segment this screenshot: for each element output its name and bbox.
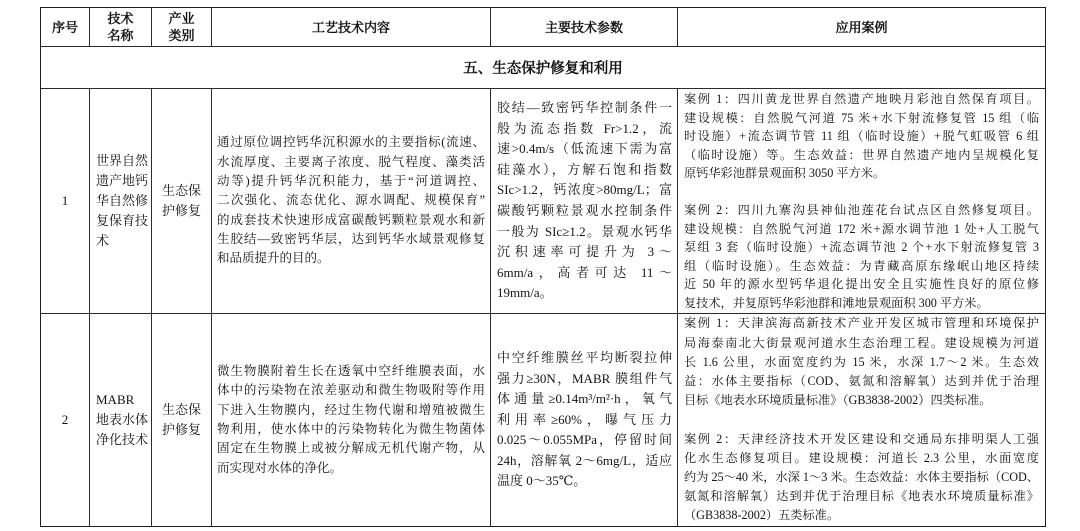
case-line: 时设施）+流态调节管 11 组（临时设施）+脱气虹吸管 6 组	[684, 129, 1039, 143]
tech-name-line: MABR	[96, 392, 135, 407]
param-line: SIc>1.2，钙浓度>80mg/L；富	[497, 182, 672, 198]
param-line: 一般为 SIc≥1.2。景观水钙华	[497, 223, 672, 239]
header-category	[151, 7, 212, 47]
param-line: 利用率≥60%，曝气压力	[497, 411, 672, 427]
section-title: 五、生态保护修复和利用	[463, 61, 623, 77]
case-line: 化水生态修复项目。建设规模：河道长 2.3 公里，水面宽度	[684, 450, 1039, 465]
param-line: 硅藻水），方解石饱和指数	[497, 161, 672, 177]
process-line: 和品质提升的目的。	[217, 251, 330, 266]
param-line: 19mm/a。	[497, 285, 553, 301]
process-line: 动等)提升钙华沉积能力，基于“河道调控、	[217, 174, 485, 189]
header-tech-name	[89, 7, 152, 47]
case-line: 氨氮和溶解氧）达到并优于治理目标《地表水环境质量标准》	[684, 489, 1039, 504]
row-category-cell	[151, 313, 212, 527]
header-category-line: 产业	[168, 11, 195, 26]
row-category-cell	[151, 88, 212, 314]
param-line: 胶结—致密钙华控制条件一	[497, 100, 672, 116]
param-line: 6mm/a，高者可达 11～	[497, 264, 672, 280]
row-seq-cell	[40, 88, 90, 314]
tech-name-line: 净化技术	[96, 432, 149, 447]
category-line: 护修复	[161, 203, 201, 218]
header-seq	[40, 7, 90, 47]
process-line: 物利用，使水体中的污染物转化为微生物菌体	[217, 422, 485, 436]
header-params-label: 主要技术参数	[544, 19, 623, 35]
case-line: 组（临时设施）。生态效益：为青藏高原东缘岷山地区持续	[684, 258, 1039, 273]
tech-name-line: 遗产地钙	[96, 173, 149, 188]
row-params-cell	[490, 313, 678, 527]
process-line: 通过原位调控钙华沉积源水的主要指标(流速、	[217, 135, 485, 150]
process-line: 微生物膜附着生长在透氧中空纤维膜表面，水	[217, 364, 485, 379]
case-line: 原钙华彩池群景观面积 3050 平方米。	[684, 166, 886, 180]
case-line: 近 50 年的源水型钙华退化提出安全且实施性良好的原位修	[684, 277, 1039, 291]
param-line: 中空纤维膜丝平均断裂拉伸	[497, 349, 672, 365]
process-line: 水流厚度、主要离子浓度、脱气程度、藻类活	[217, 154, 485, 169]
header-tech-name-line: 名称	[107, 28, 134, 43]
header-process	[211, 7, 491, 47]
process-line: 二次强化、流态优化、源水调配、规模保育”	[217, 193, 485, 208]
case-line: （GB3838-2002）五类标准。	[684, 508, 840, 523]
process-line: 的成套技术快速形成富碳酸钙颗粒景观水和新	[217, 212, 485, 227]
case-line: 建设规模：自然脱气河道 75 米+水下射流修复管 15 组（临	[684, 110, 1039, 125]
param-line: 速>0.4m/s（低流速下需为富	[497, 141, 672, 157]
header-seq-label: 序号	[51, 19, 78, 35]
row-process-cell	[211, 313, 491, 527]
process-line: 下进入生物膜内，经过生物代谢和增殖被微生	[217, 402, 485, 417]
tech-name-line: 世界自然	[96, 153, 149, 168]
param-line: 般为流态指数 Fr>1.2，流	[497, 120, 672, 136]
case-line: 长 1.6 公里，水面宽度约为 15 米，水深 1.7～2 米。生态效	[684, 354, 1039, 369]
header-process-label: 工艺技术内容	[311, 19, 390, 35]
category-line: 生态保	[161, 402, 201, 417]
param-line: 温度 0～35℃。	[497, 473, 587, 489]
section-row	[40, 46, 1046, 89]
case-line: 案例 1：天津滨海高新技术产业开发区城市管理和环境保护	[684, 316, 1039, 331]
case-line: （临时设施）等。生态效益：世界自然遗产地内呈规模化复	[684, 147, 1039, 162]
process-line: 生胶结—致密钙华层，达到钙华水域景观修复	[217, 231, 485, 246]
case-paragraph	[684, 90, 1039, 183]
tech-name-line: 华自然修	[96, 193, 149, 208]
row-seq: 2	[61, 412, 69, 427]
technology-table	[40, 7, 1046, 527]
param-line: 24h，溶解氧 2～6mg/L，适应	[497, 452, 672, 468]
case-line: 案例 2：四川九寨沟县神仙池莲花台试点区自然修复项目。	[684, 203, 1039, 217]
param-line: 碳酸钙颗粒景观水控制条件	[497, 203, 672, 218]
case-line: 益：水体主要指标（COD、氨氮和溶解氧）达到并优于治理	[684, 374, 1039, 388]
row-tech-name-cell	[89, 88, 152, 314]
row-cases-cell	[677, 313, 1046, 527]
tech-name-line: 地表水体	[96, 412, 149, 427]
case-paragraph	[684, 314, 1039, 410]
case-line: 泵组 3 套（临时设施）+流态调节池 2 个+水下射流修复管 3	[684, 240, 1039, 254]
param-line: 体通量≥0.14m³/m²·h，氧气	[497, 391, 672, 407]
param-line: 沉积速率可提升为 3～	[497, 244, 672, 260]
case-line: 约为 25～40 米，水深 1～3 米。生态效益：水体主要指标（COD、	[684, 470, 1039, 484]
header-cases	[677, 7, 1046, 47]
case-line: 建设规模：自然脱气河道 172 米+源水调节池 1 处+人工脱气	[684, 221, 1039, 236]
header-params	[490, 7, 678, 47]
case-paragraph	[684, 201, 1039, 312]
row-cases-cell	[677, 88, 1046, 314]
row-seq: 1	[61, 193, 69, 208]
header-tech-name-line: 技术	[107, 11, 134, 26]
case-line: 复技术，并复原钙华彩池群和滩地景观面积 300 平方米。	[684, 295, 989, 310]
tech-name-line: 复保育技	[96, 213, 149, 228]
row-seq-cell	[40, 313, 90, 527]
header-cases-label: 应用案例	[835, 19, 888, 35]
row-tech-name-cell	[89, 313, 152, 527]
case-paragraph	[684, 430, 1039, 526]
param-line: 0.025～0.055MPa，停留时间	[497, 432, 672, 448]
case-line: 目标《地表水环境质量标准》（GB3838-2002）四类标准。	[684, 393, 992, 408]
header-category-line: 类别	[168, 28, 195, 43]
row-process-cell	[211, 88, 491, 314]
param-line: 强力≥30N，MABR 膜组件气	[497, 370, 672, 386]
process-line: 固定在生物膜上或被分解成无机代谢产物，从	[217, 441, 485, 456]
row-params-cell	[490, 88, 678, 314]
case-line: 案例 1：四川黄龙世界自然遗产地映月彩池自然保育项目。	[684, 92, 1039, 106]
process-line: 而实现对水体的净化。	[217, 460, 343, 475]
category-line: 生态保	[161, 183, 201, 198]
case-line: 案例 2：天津经济技术开发区建设和交通局东排明渠人工强	[684, 431, 1039, 446]
category-line: 护修复	[161, 422, 201, 437]
process-line: 体中的污染物在浓差驱动和微生物吸附等作用	[217, 383, 485, 398]
tech-name-line: 术	[96, 233, 110, 248]
case-line: 局海泰南北大街景观河道水生态治理工程。建设规模为河道	[684, 335, 1039, 350]
